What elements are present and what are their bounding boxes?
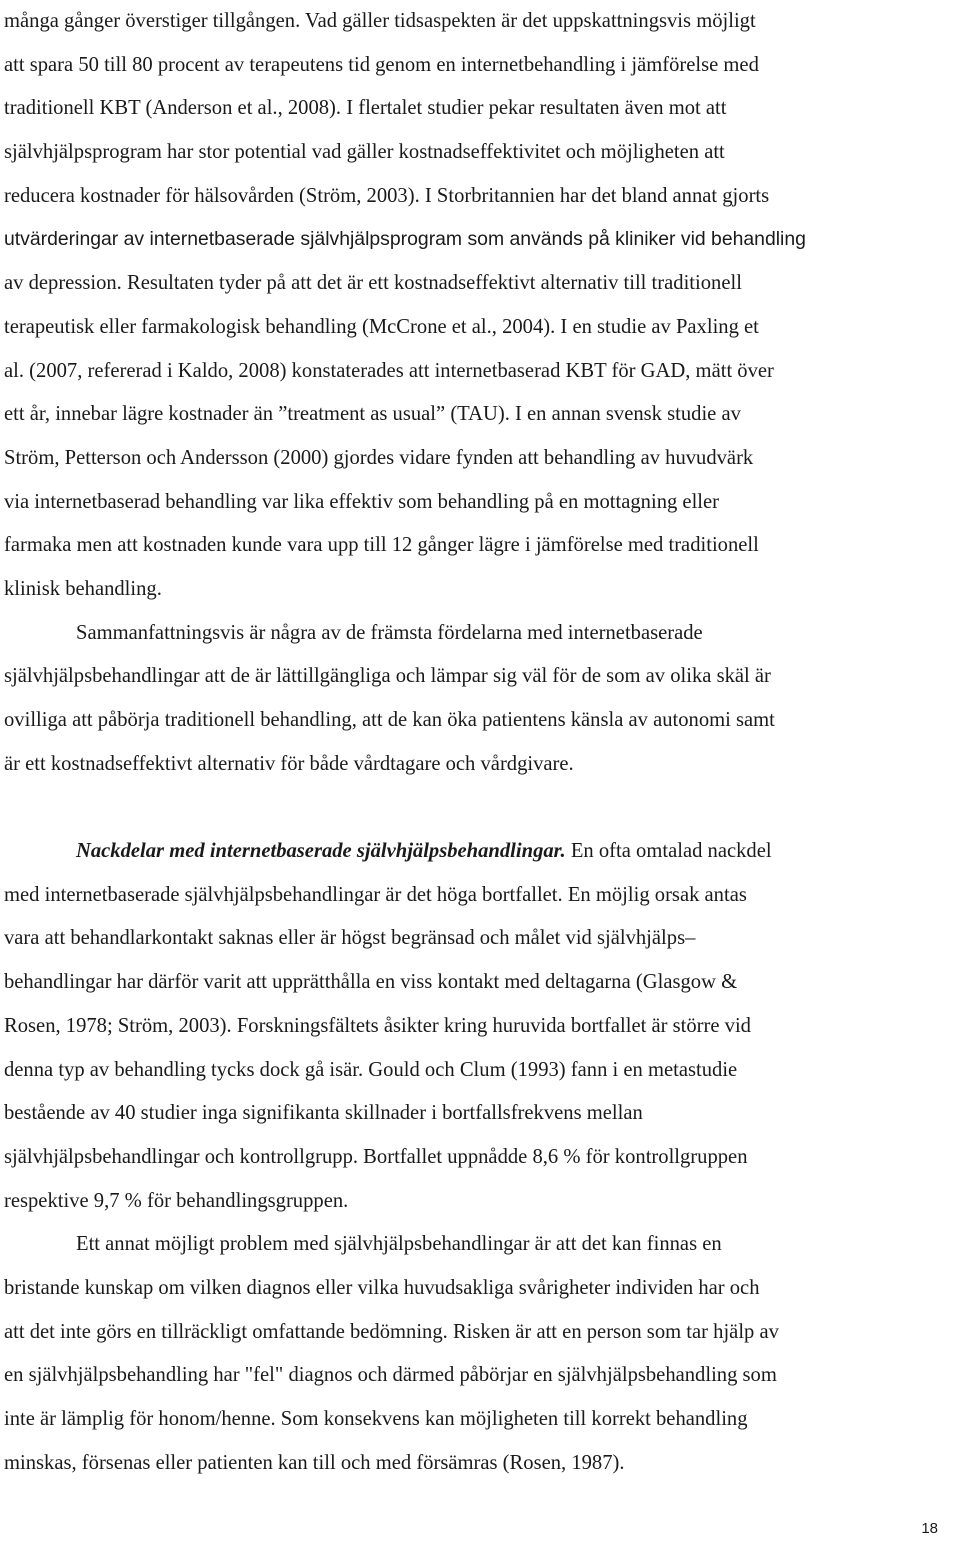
text-line: bestående av 40 studier inga signifikanta skillnader i bortfallsfrekvens mellan [4, 1102, 643, 1125]
text-line: med internetbaserade självhjälpsbehandlingar är det höga bortfallet. En möjlig orsak antas [4, 883, 747, 906]
text-line: Ett annat möjligt problem med självhjälpsbehandlingar är att det kan finnas en [76, 1233, 722, 1256]
text-line: minskas, försenas eller patienten kan till och med försämras (Rosen, 1987). [4, 1451, 625, 1474]
paragraph-summary [4, 612, 954, 787]
text-line: denna typ av behandling tycks dock gå isär. Gould och Clum (1993) fann i en metastudie [4, 1058, 738, 1081]
text-line: behandlingar har därför varit att upprätthålla en viss kontakt med deltagarna (Glasgow & [4, 971, 738, 994]
text-line: al. (2007, refererad i Kaldo, 2008) konstaterades att internetbaserad KBT för GAD, mätt över [4, 359, 774, 382]
page-number: 18 [921, 1520, 938, 1537]
text-line: via internetbaserad behandling var lika effektiv som behandling på en mottagning eller [4, 490, 720, 513]
text-line: självhjälpsprogram har stor potential vad gäller kostnadseffektivitet och möjligheten att [4, 141, 725, 164]
heading-line [4, 830, 954, 874]
text-line: utvärderingar av internetbaserade självhjälpsprogram som används på kliniker vid behandling [4, 228, 806, 251]
paragraph-gap [4, 786, 954, 830]
text-line: ovilliga att påbörja traditionell behandling, att de kan öka patientens känsla av autonomi samt [4, 709, 775, 731]
text-line: att det inte görs en tillräckligt omfattande bedömning. Risken är att en person som tar hjälp av [4, 1320, 779, 1343]
text-line: av depression. Resultaten tyder på att det är ett kostnadseffektivt alternativ till traditionell [4, 272, 742, 295]
text-line: Ström, Petterson och Andersson (2000) gjordes vidare fynden att behandling av huvudvärk [4, 446, 754, 469]
text-line: klinisk behandling. [4, 577, 162, 600]
heading-line-rest: En ofta omtalad nackdel [565, 840, 772, 863]
paragraph-cost-effectiveness [4, 0, 954, 612]
text-line: vara att behandlarkontakt saknas eller är högst begränsad och målet vid självhjälps– [4, 927, 696, 950]
text-line: en självhjälpsbehandling har "fel" diagnos och därmed påbörjar en självhjälpsbehandling som [4, 1364, 777, 1387]
text-line: är ett kostnadseffektivt alternativ för både vårdtagare och vårdgivare. [4, 752, 574, 775]
text-line: Rosen, 1978; Ström, 2003). Forskningsfältets åsikter kring huruvida bortfallet är större vid [4, 1014, 751, 1037]
text-line: många gånger överstiger tillgången. Vad gäller tidsaspekten är det uppskattningsvis möjligt [4, 10, 756, 32]
section-heading: Nackdelar med internetbaserade självhjälpsbehandlingar. [76, 840, 566, 863]
text-line: att spara 50 till 80 procent av terapeutens tid genom en internetbehandling i jämförelse med [4, 53, 759, 76]
text-line: bristande kunskap om vilken diagnos eller vilka huvudsakliga svårigheter individen har och [4, 1276, 760, 1299]
paragraph-diagnosis-problem [4, 1223, 954, 1485]
document-page [4, 0, 954, 1485]
paragraph-disadvantages [4, 830, 954, 1223]
text-line: ett år, innebar lägre kostnader än ”treatment as usual” (TAU). I en annan svensk studie av [4, 403, 741, 426]
text-line: respektive 9,7 % för behandlingsgruppen. [4, 1189, 349, 1212]
text-line: farmaka men att kostnaden kunde vara upp till 12 gånger lägre i jämförelse med traditionell [4, 534, 759, 557]
text-line: Sammanfattningsvis är några av de främsta fördelarna med internetbaserade [76, 621, 703, 644]
text-line: terapeutisk eller farmakologisk behandling (McCrone et al., 2004). I en studie av Paxling et [4, 315, 759, 338]
text-line: självhjälpsbehandlingar att de är lättillgängliga och lämpar sig väl för de som av olika skäl är [4, 665, 771, 688]
text-line: inte är lämplig för honom/henne. Som konsekvens kan möjligheten till korrekt behandling [4, 1408, 748, 1430]
text-line: reducera kostnader för hälsovården (Ström, 2003). I Storbritannien har det bland annat gjorts [4, 184, 770, 207]
text-line: självhjälpsbehandlingar och kontrollgrupp. Bortfallet uppnådde 8,6 % för kontrollgruppen [4, 1145, 748, 1168]
text-line: traditionell KBT (Anderson et al., 2008). I flertalet studier pekar resultaten även mot att [4, 97, 727, 120]
